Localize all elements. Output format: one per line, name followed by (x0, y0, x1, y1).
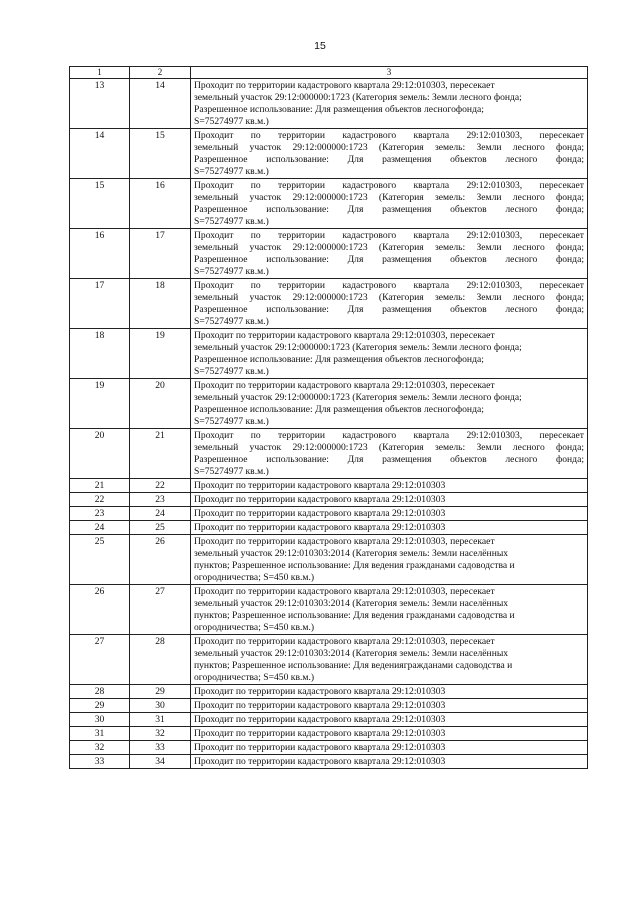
column-header-3: 3 (191, 67, 588, 79)
description-text-line: земельный участок 29:12:000000:1723 (Категория земель: Земли лесного фонда; (194, 142, 584, 153)
description-cell (191, 129, 588, 179)
description-text-line: земельный участок 29:12:000000:1723 (Категория земель: Земли лесного фонда; (194, 392, 522, 403)
description-cell (191, 727, 588, 741)
point-number-cell: 32 (130, 727, 191, 741)
row-number-cell: 13 (70, 79, 130, 129)
page-number: 15 (314, 40, 326, 52)
description-text-line: Проходит по территории кадастрового квартала 29:12:010303 (194, 686, 446, 697)
description-text-line: земельный участок 29:12:000000:1723 (Категория земель: Земли лесного фонда; (194, 292, 584, 303)
description-cell (191, 699, 588, 713)
table-row (70, 741, 588, 755)
description-text-line: пунктов; Разрешенное использование: Для ведениягражданами садоводства и (194, 660, 513, 671)
description-text-line: Проходит по территории кадастрового квартала 29:12:010303, пересекает (194, 380, 495, 391)
description-cell (191, 479, 588, 493)
table-row (70, 635, 588, 685)
description-text-line: S=75274977 кв.м.) (194, 116, 269, 127)
table-row (70, 493, 588, 507)
row-number-cell: 33 (70, 755, 130, 769)
point-number-cell: 27 (130, 585, 191, 635)
description-text-line: Разрешенное использование: Для размещения объектов лесного фонда; (194, 454, 584, 465)
description-text-line: Проходит по территории кадастрового квартала 29:12:010303, пересекает (194, 636, 495, 647)
point-number-cell: 21 (130, 429, 191, 479)
table-row (70, 379, 588, 429)
point-number-cell: 24 (130, 507, 191, 521)
row-number-cell: 29 (70, 699, 130, 713)
description-text-line: Проходит по территории кадастрового квартала 29:12:010303 (194, 494, 446, 505)
row-number-cell: 23 (70, 507, 130, 521)
table-row (70, 329, 588, 379)
description-text-line: Проходит по территории кадастрового квартала 29:12:010303 (194, 522, 446, 533)
description-cell (191, 229, 588, 279)
point-number-cell: 31 (130, 713, 191, 727)
description-text-line: Разрешенное использование: Для размещения объектов лесногофонда; (194, 404, 484, 415)
table-row (70, 521, 588, 535)
point-number-cell: 26 (130, 535, 191, 585)
row-number-cell: 26 (70, 585, 130, 635)
description-text-line: Проходит по территории кадастрового квартала 29:12:010303 (194, 700, 446, 711)
table-row (70, 755, 588, 769)
description-text-line: Проходит по территории кадастрового квартала 29:12:010303, пересекает (194, 130, 584, 141)
description-text-line: S=75274977 кв.м.) (194, 466, 269, 477)
description-text-line: Проходит по территории кадастрового квартала 29:12:010303, пересекает (194, 230, 584, 241)
point-number-cell: 20 (130, 379, 191, 429)
description-text-line: Проходит по территории кадастрового квартала 29:12:010303 (194, 714, 446, 725)
row-number-cell: 20 (70, 429, 130, 479)
description-text-line: Проходит по территории кадастрового квартала 29:12:010303, пересекает (194, 586, 495, 597)
description-text-line: Разрешенное использование: Для размещения объектов лесного фонда; (194, 204, 584, 215)
description-text-line: Проходит по территории кадастрового квартала 29:12:010303 (194, 742, 446, 753)
description-text-line: земельный участок 29:12:000000:1723 (Категория земель: Земли лесного фонда; (194, 342, 522, 353)
description-text-line: земельный участок 29:12:000000:1723 (Категория земель: Земли лесного фонда; (194, 192, 584, 203)
table-body (70, 79, 588, 769)
row-number-cell: 22 (70, 493, 130, 507)
description-text-line: земельный участок 29:12:000000:1723 (Категория земель: Земли лесного фонда; (194, 92, 522, 103)
row-number-cell: 19 (70, 379, 130, 429)
description-text-line: Разрешенное использование: Для размещения объектов лесногофонда; (194, 354, 484, 365)
description-text-line: Проходит по территории кадастрового квартала 29:12:010303, пересекает (194, 80, 495, 91)
description-cell (191, 635, 588, 685)
table-row (70, 535, 588, 585)
table-row (70, 713, 588, 727)
point-number-cell: 25 (130, 521, 191, 535)
description-text-line: земельный участок 29:12:000000:1723 (Категория земель: Земли лесного фонда; (194, 242, 584, 253)
table-row (70, 229, 588, 279)
description-text-line: S=75274977 кв.м.) (194, 166, 269, 177)
point-number-cell: 19 (130, 329, 191, 379)
description-text-line: земельный участок 29:12:000000:1723 (Категория земель: Земли лесного фонда; (194, 442, 584, 453)
description-text-line: земельный участок 29:12:010303:2014 (Категория земель: Земли населённых (194, 598, 509, 609)
description-text-line: Проходит по территории кадастрового квартала 29:12:010303, пересекает (194, 430, 584, 441)
description-cell (191, 329, 588, 379)
description-cell (191, 493, 588, 507)
description-text-line: Проходит по территории кадастрового квартала 29:12:010303 (194, 508, 446, 519)
point-number-cell: 14 (130, 79, 191, 129)
description-text-line: пунктов; Разрешенное использование: Для ведения гражданами садоводства и (194, 560, 515, 571)
description-text-line: огородничества; S=450 кв.м.) (194, 572, 315, 583)
description-text-line: Проходит по территории кадастрового квартала 29:12:010303 (194, 756, 446, 767)
description-text-line: Проходит по территории кадастрового квартала 29:12:010303 (194, 480, 446, 491)
table-row (70, 699, 588, 713)
description-text-line: огородничества; S=450 кв.м.) (194, 622, 315, 633)
description-cell (191, 741, 588, 755)
point-number-cell: 18 (130, 279, 191, 329)
description-text-line: S=75274977 кв.м.) (194, 316, 269, 327)
row-number-cell: 17 (70, 279, 130, 329)
description-text-line: пунктов; Разрешенное использование: Для ведения гражданами садоводства и (194, 610, 515, 621)
row-number-cell: 15 (70, 179, 130, 229)
description-cell (191, 585, 588, 635)
row-number-cell: 21 (70, 479, 130, 493)
point-number-cell: 33 (130, 741, 191, 755)
column-header-2: 2 (130, 67, 191, 79)
description-cell (191, 79, 588, 129)
row-number-cell: 24 (70, 521, 130, 535)
description-text-line: Проходит по территории кадастрового квартала 29:12:010303, пересекает (194, 330, 495, 341)
table-row (70, 179, 588, 229)
description-cell (191, 755, 588, 769)
table-row (70, 479, 588, 493)
point-number-cell: 22 (130, 479, 191, 493)
description-text-line: S=75274977 кв.м.) (194, 416, 269, 427)
description-text-line: Проходит по территории кадастрового квартала 29:12:010303, пересекает (194, 280, 584, 291)
row-number-cell: 30 (70, 713, 130, 727)
table-row (70, 507, 588, 521)
point-number-cell: 17 (130, 229, 191, 279)
row-number-cell: 25 (70, 535, 130, 585)
description-cell (191, 429, 588, 479)
table-row (70, 129, 588, 179)
table-row (70, 727, 588, 741)
point-number-cell: 30 (130, 699, 191, 713)
description-text-line: Разрешенное использование: Для размещения объектов лесного фонда; (194, 154, 584, 165)
table-header-row (70, 67, 588, 79)
document-table (69, 66, 588, 769)
row-number-cell: 31 (70, 727, 130, 741)
description-text-line: Проходит по территории кадастрового квартала 29:12:010303 (194, 728, 446, 739)
description-text-line: земельный участок 29:12:010303:2014 (Категория земель: Земли населённых (194, 648, 509, 659)
description-cell (191, 179, 588, 229)
description-cell (191, 521, 588, 535)
point-number-cell: 16 (130, 179, 191, 229)
row-number-cell: 28 (70, 685, 130, 699)
description-text-line: Разрешенное использование: Для размещения объектов лесного фонда; (194, 254, 584, 265)
description-text-line: S=75274977 кв.м.) (194, 366, 269, 377)
row-number-cell: 14 (70, 129, 130, 179)
table-row (70, 585, 588, 635)
description-text-line: Проходит по территории кадастрового квартала 29:12:010303, пересекает (194, 180, 584, 191)
point-number-cell: 28 (130, 635, 191, 685)
row-number-cell: 27 (70, 635, 130, 685)
description-text-line: Проходит по территории кадастрового квартала 29:12:010303, пересекает (194, 536, 495, 547)
point-number-cell: 34 (130, 755, 191, 769)
description-text-line: S=75274977 кв.м.) (194, 266, 269, 277)
point-number-cell: 23 (130, 493, 191, 507)
row-number-cell: 18 (70, 329, 130, 379)
description-text-line: земельный участок 29:12:010303:2014 (Категория земель: Земли населённых (194, 548, 509, 559)
description-cell (191, 507, 588, 521)
description-cell (191, 713, 588, 727)
point-number-cell: 29 (130, 685, 191, 699)
description-text-line: Разрешенное использование: Для размещения объектов лесногофонда; (194, 104, 484, 115)
description-text-line: S=75274977 кв.м.) (194, 216, 269, 227)
table-row (70, 279, 588, 329)
description-cell (191, 685, 588, 699)
row-number-cell: 32 (70, 741, 130, 755)
description-cell (191, 535, 588, 585)
table-row (70, 79, 588, 129)
point-number-cell: 15 (130, 129, 191, 179)
description-text-line: огородничества; S=450 кв.м.) (194, 672, 315, 683)
column-header-1: 1 (70, 67, 130, 79)
table-row (70, 685, 588, 699)
description-text-line: Разрешенное использование: Для размещения объектов лесного фонда; (194, 304, 584, 315)
description-cell (191, 379, 588, 429)
table-row (70, 429, 588, 479)
description-cell (191, 279, 588, 329)
row-number-cell: 16 (70, 229, 130, 279)
